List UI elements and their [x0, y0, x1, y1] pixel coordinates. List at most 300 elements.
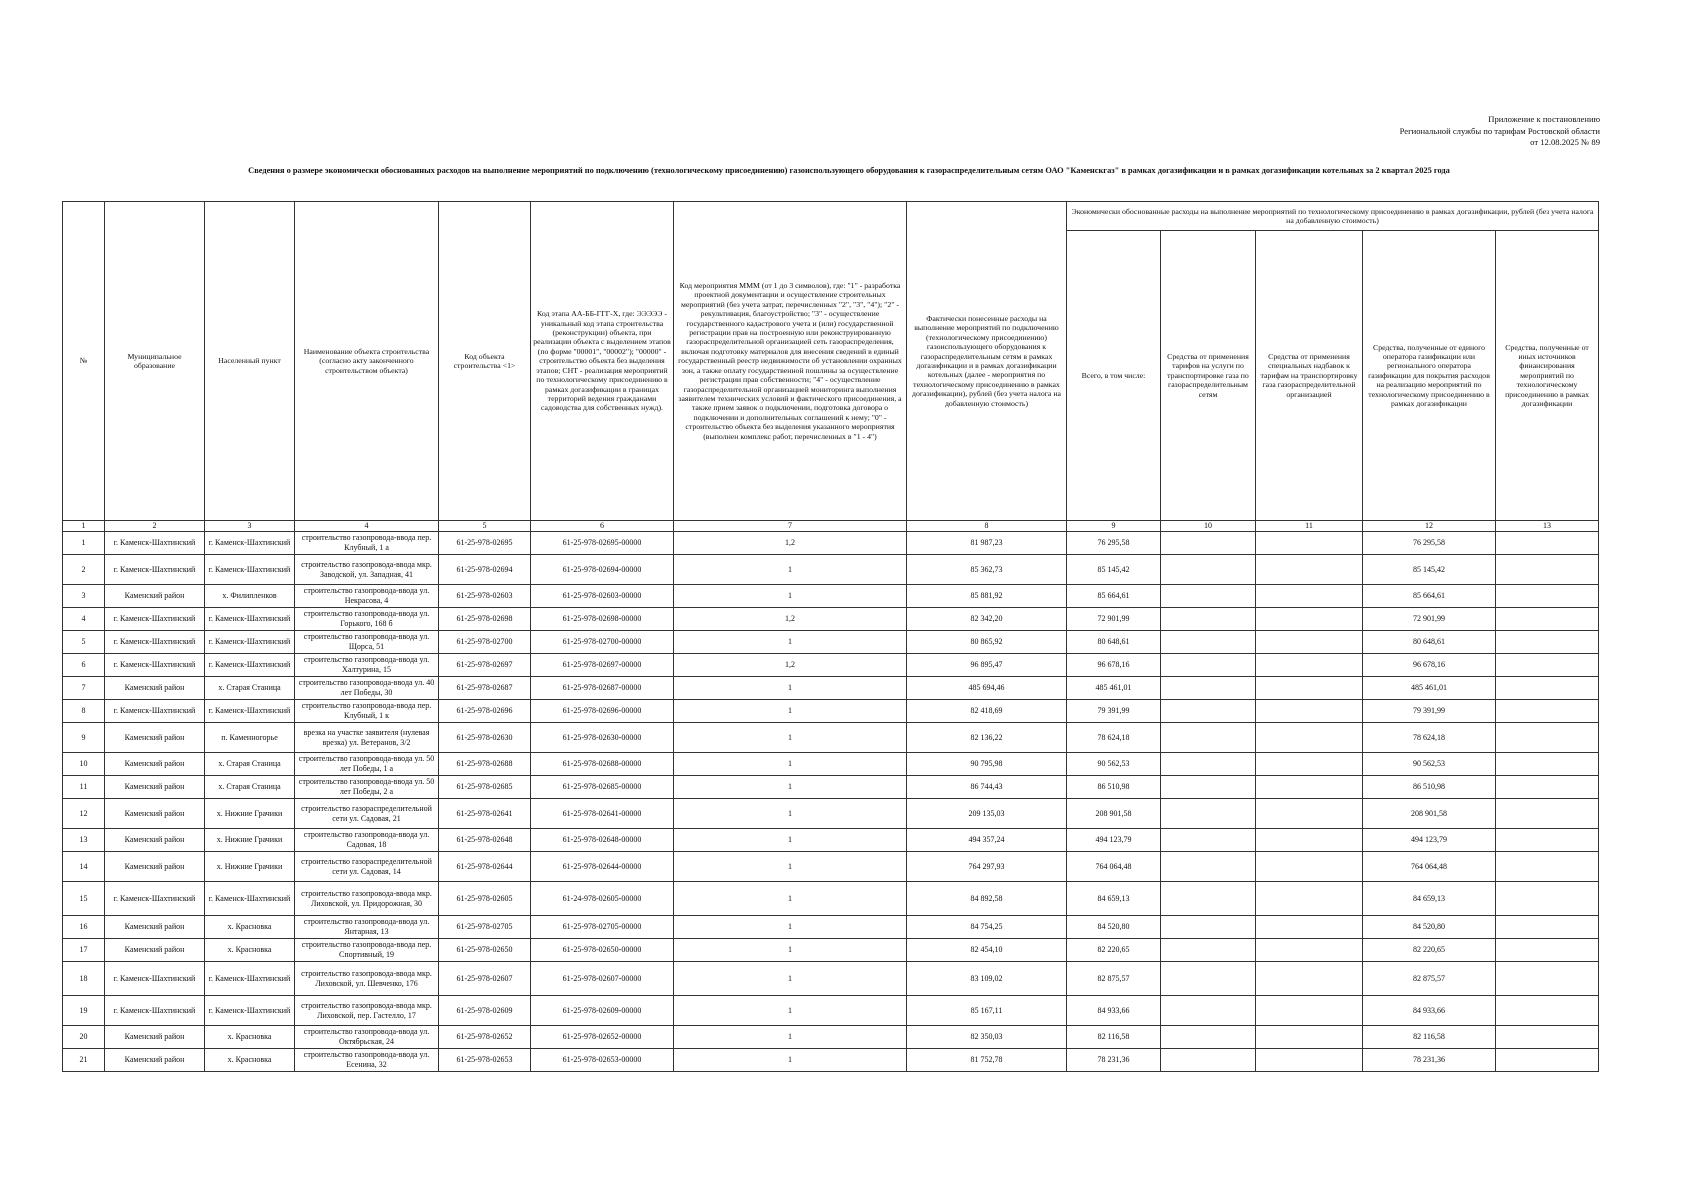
settlement-cell: г. Каменск-Шахтинский	[205, 882, 295, 916]
settlement-cell: х. Филипленков	[205, 585, 295, 608]
object-code-cell: 61-25-978-02609	[439, 996, 531, 1026]
total-cell: 76 295,58	[1067, 532, 1161, 555]
object-code-cell: 61-25-978-02607	[439, 962, 531, 996]
header-col10: Средства от применения тарифов на услуги по транспортировке газа по газораспределительным сетям	[1161, 231, 1256, 521]
actual-costs-cell: 494 357,24	[907, 829, 1067, 852]
table-row	[63, 723, 1599, 753]
tariff-funds-cell	[1161, 939, 1256, 962]
header-col12: Средства, полученные от единого оператора газификации или регионального оператора газификации для покрытия расходов на реализацию мероприятий по технологическому присоединению в рамках догазификации	[1363, 231, 1496, 521]
row-number: 11	[63, 776, 105, 799]
surcharge-funds-cell	[1256, 700, 1363, 723]
object-code-cell: 61-25-978-02685	[439, 776, 531, 799]
stage-code-cell: 61-25-978-02641-00000	[531, 799, 674, 829]
object-code-cell: 61-25-978-02641	[439, 799, 531, 829]
table-row	[63, 585, 1599, 608]
surcharge-funds-cell	[1256, 939, 1363, 962]
header-stage-code: Код этапа АА-ББ-ГГГ-Х, где: ЭЭЭЭЭ - уникальный код этапа строительства (реконструкции) объекта, при реализации объекта с выделением этапов (по форме "00001", "00002"); "00000" - строительство объекта без выделения этапов; СНТ - реализация мероприятий по технологическому присоединению в рамках догазификации в границах территорий ведения гражданами садоводства для собственных нужд).	[531, 202, 674, 521]
total-cell: 84 659,13	[1067, 882, 1161, 916]
tariff-funds-cell	[1161, 1026, 1256, 1049]
row-number: 6	[63, 654, 105, 677]
municipality-cell: Каменский район	[105, 799, 205, 829]
operator-funds-cell: 96 678,16	[1363, 654, 1496, 677]
object-code-cell: 61-25-978-02700	[439, 631, 531, 654]
row-number: 7	[63, 677, 105, 700]
other-funds-cell	[1496, 916, 1599, 939]
actual-costs-cell: 85 362,73	[907, 555, 1067, 585]
appendix-line-2: Региональной службы по тарифам Ростовской области	[1399, 125, 1600, 136]
row-number: 12	[63, 799, 105, 829]
surcharge-funds-cell	[1256, 555, 1363, 585]
operator-funds-cell: 85 664,61	[1363, 585, 1496, 608]
operator-funds-cell: 84 520,80	[1363, 916, 1496, 939]
table-row	[63, 1026, 1599, 1049]
event-code-cell: 1	[674, 799, 907, 829]
event-code-cell: 1	[674, 677, 907, 700]
surcharge-funds-cell	[1256, 608, 1363, 631]
operator-funds-cell: 84 933,66	[1363, 996, 1496, 1026]
other-funds-cell	[1496, 799, 1599, 829]
row-number: 4	[63, 608, 105, 631]
surcharge-funds-cell	[1256, 882, 1363, 916]
table-row	[63, 1049, 1599, 1072]
total-cell: 72 901,99	[1067, 608, 1161, 631]
row-number: 5	[63, 631, 105, 654]
other-funds-cell	[1496, 852, 1599, 882]
tariff-funds-cell	[1161, 608, 1256, 631]
municipality-cell: Каменский район	[105, 1026, 205, 1049]
actual-costs-cell: 764 297,93	[907, 852, 1067, 882]
stage-code-cell: 61-25-978-02603-00000	[531, 585, 674, 608]
table-row	[63, 631, 1599, 654]
object-name-cell: строительство газопровода-ввода ул. Садовая, 18	[295, 829, 439, 852]
table-body	[63, 532, 1599, 1072]
tariff-funds-cell	[1161, 882, 1256, 916]
row-number: 3	[63, 585, 105, 608]
event-code-cell: 1	[674, 700, 907, 723]
municipality-cell: г. Каменск-Шахтинский	[105, 654, 205, 677]
actual-costs-cell: 83 109,02	[907, 962, 1067, 996]
object-code-cell: 61-25-978-02630	[439, 723, 531, 753]
surcharge-funds-cell	[1256, 799, 1363, 829]
object-name-cell: строительство газопровода-ввода ул. 40 лет Победы, 30	[295, 677, 439, 700]
total-cell: 485 461,01	[1067, 677, 1161, 700]
municipality-cell: Каменский район	[105, 916, 205, 939]
operator-funds-cell: 485 461,01	[1363, 677, 1496, 700]
other-funds-cell	[1496, 608, 1599, 631]
event-code-cell: 1	[674, 852, 907, 882]
row-number: 20	[63, 1026, 105, 1049]
object-code-cell: 61-25-978-02652	[439, 1026, 531, 1049]
operator-funds-cell: 85 145,42	[1363, 555, 1496, 585]
settlement-cell: х. Старая Станица	[205, 753, 295, 776]
header-settlement: Населенный пункт	[205, 202, 295, 521]
row-number: 9	[63, 723, 105, 753]
object-name-cell: строительство газопровода-ввода мкр. Лиховской, ул. Придорожная, 30	[295, 882, 439, 916]
actual-costs-cell: 82 454,10	[907, 939, 1067, 962]
operator-funds-cell: 84 659,13	[1363, 882, 1496, 916]
object-code-cell: 61-25-978-02697	[439, 654, 531, 677]
total-cell: 764 064,48	[1067, 852, 1161, 882]
tariff-funds-cell	[1161, 916, 1256, 939]
row-number: 10	[63, 753, 105, 776]
municipality-cell: г. Каменск-Шахтинский	[105, 555, 205, 585]
actual-costs-cell: 82 418,69	[907, 700, 1067, 723]
operator-funds-cell: 90 562,53	[1363, 753, 1496, 776]
table-row	[63, 700, 1599, 723]
event-code-cell: 1	[674, 882, 907, 916]
tariff-funds-cell	[1161, 753, 1256, 776]
event-code-cell: 1,2	[674, 654, 907, 677]
stage-code-cell: 61-25-978-02685-00000	[531, 776, 674, 799]
column-number: 11	[1256, 521, 1363, 532]
stage-code-cell: 61-24-978-02605-00000	[531, 882, 674, 916]
header-object-name: Наименование объекта строительства (согласно акту законченного строительством объекта)	[295, 202, 439, 521]
document-title: Сведения о размере экономически обоснованных расходов на выполнение мероприятий по подключению (технологическому присоединению) газоиспользующего оборудования к газораспределительным сетям ОАО "Каменскгаз" в рамках догазификации и в рамках догазификации котельных за 2 квартал 2025 года	[248, 166, 1450, 175]
actual-costs-cell: 82 350,03	[907, 1026, 1067, 1049]
municipality-cell: Каменский район	[105, 723, 205, 753]
other-funds-cell	[1496, 776, 1599, 799]
tariff-funds-cell	[1161, 555, 1256, 585]
surcharge-funds-cell	[1256, 1026, 1363, 1049]
header-total: Всего, в том числе:	[1067, 231, 1161, 521]
total-cell: 79 391,99	[1067, 700, 1161, 723]
operator-funds-cell: 76 295,58	[1363, 532, 1496, 555]
column-number: 1	[63, 521, 105, 532]
operator-funds-cell: 82 220,65	[1363, 939, 1496, 962]
municipality-cell: г. Каменск-Шахтинский	[105, 608, 205, 631]
event-code-cell: 1	[674, 753, 907, 776]
object-name-cell: строительство газопровода-ввода ул. 50 лет Победы, 2 а	[295, 776, 439, 799]
row-number: 14	[63, 852, 105, 882]
other-funds-cell	[1496, 700, 1599, 723]
operator-funds-cell: 79 391,99	[1363, 700, 1496, 723]
object-name-cell: строительство газораспределительной сети ул. Садовая, 14	[295, 852, 439, 882]
actual-costs-cell: 96 895,47	[907, 654, 1067, 677]
event-code-cell: 1	[674, 723, 907, 753]
object-code-cell: 61-25-978-02694	[439, 555, 531, 585]
object-name-cell: врезка на участке заявителя (нулевая врезка) ул. Ветеранов, 3/2	[295, 723, 439, 753]
settlement-cell: п. Каменногорье	[205, 723, 295, 753]
object-name-cell: строительство газопровода-ввода мкр. Лиховской, ул. Шевченко, 176	[295, 962, 439, 996]
table-row	[63, 882, 1599, 916]
other-funds-cell	[1496, 829, 1599, 852]
object-code-cell: 61-25-978-02688	[439, 753, 531, 776]
municipality-cell: г. Каменск-Шахтинский	[105, 882, 205, 916]
column-number: 6	[531, 521, 674, 532]
surcharge-funds-cell	[1256, 829, 1363, 852]
event-code-cell: 1	[674, 939, 907, 962]
total-cell: 78 231,36	[1067, 1049, 1161, 1072]
object-code-cell: 61-25-978-02687	[439, 677, 531, 700]
table-row	[63, 829, 1599, 852]
column-numbers-row	[63, 521, 1599, 532]
tariff-funds-cell	[1161, 799, 1256, 829]
event-code-cell: 1	[674, 916, 907, 939]
tariff-funds-cell	[1161, 829, 1256, 852]
municipality-cell: Каменский район	[105, 753, 205, 776]
object-name-cell: строительство газораспределительной сети ул. Садовая, 21	[295, 799, 439, 829]
object-name-cell: строительство газопровода-ввода ул. Некрасова, 4	[295, 585, 439, 608]
object-name-cell: строительство газопровода-ввода пер. Клубный, 1 к	[295, 700, 439, 723]
event-code-cell: 1,2	[674, 608, 907, 631]
object-name-cell: строительство газопровода-ввода пер. Спортивный, 19	[295, 939, 439, 962]
stage-code-cell: 61-25-978-02694-00000	[531, 555, 674, 585]
tariff-funds-cell	[1161, 585, 1256, 608]
object-name-cell: строительство газопровода-ввода мкр. Заводской, ул. Западная, 41	[295, 555, 439, 585]
settlement-cell: г. Каменск-Шахтинский	[205, 962, 295, 996]
table-row	[63, 939, 1599, 962]
actual-costs-cell: 82 342,20	[907, 608, 1067, 631]
surcharge-funds-cell	[1256, 585, 1363, 608]
tariff-funds-cell	[1161, 996, 1256, 1026]
operator-funds-cell: 82 116,58	[1363, 1026, 1496, 1049]
total-cell: 85 664,61	[1067, 585, 1161, 608]
municipality-cell: Каменский район	[105, 585, 205, 608]
object-code-cell: 61-25-978-02603	[439, 585, 531, 608]
surcharge-funds-cell	[1256, 723, 1363, 753]
object-code-cell: 61-25-978-02698	[439, 608, 531, 631]
stage-code-cell: 61-25-978-02687-00000	[531, 677, 674, 700]
stage-code-cell: 61-25-978-02688-00000	[531, 753, 674, 776]
other-funds-cell	[1496, 753, 1599, 776]
settlement-cell: г. Каменск-Шахтинский	[205, 654, 295, 677]
object-code-cell: 61-25-978-02650	[439, 939, 531, 962]
column-number: 10	[1161, 521, 1256, 532]
other-funds-cell	[1496, 1026, 1599, 1049]
operator-funds-cell: 80 648,61	[1363, 631, 1496, 654]
column-number: 2	[105, 521, 205, 532]
table-row	[63, 916, 1599, 939]
stage-code-cell: 61-25-978-02644-00000	[531, 852, 674, 882]
object-code-cell: 61-25-978-02705	[439, 916, 531, 939]
table-row	[63, 555, 1599, 585]
table-row	[63, 962, 1599, 996]
header-object-code: Код объекта строительства <1>	[439, 202, 531, 521]
object-name-cell: строительство газопровода-ввода ул. Горького, 168 б	[295, 608, 439, 631]
column-number: 12	[1363, 521, 1496, 532]
actual-costs-cell: 86 744,43	[907, 776, 1067, 799]
settlement-cell: г. Каменск-Шахтинский	[205, 608, 295, 631]
event-code-cell: 1,2	[674, 532, 907, 555]
header-group-justified-costs: Экономически обоснованные расходы на выполнение мероприятий по технологическому присоединению в рамках догазификации, рублей (без учета налога на добавленную стоимость)	[1067, 202, 1599, 231]
tariff-funds-cell	[1161, 677, 1256, 700]
stage-code-cell: 61-25-978-02648-00000	[531, 829, 674, 852]
other-funds-cell	[1496, 882, 1599, 916]
object-name-cell: строительство газопровода-ввода пер. Клубный, 1 а	[295, 532, 439, 555]
appendix-line-3: от 12.08.2025 № 89	[1530, 137, 1600, 147]
row-number: 18	[63, 962, 105, 996]
other-funds-cell	[1496, 532, 1599, 555]
total-cell: 494 123,79	[1067, 829, 1161, 852]
settlement-cell: г. Каменск-Шахтинский	[205, 631, 295, 654]
total-cell: 208 901,58	[1067, 799, 1161, 829]
object-name-cell: строительство газопровода-ввода ул. Есенина, 32	[295, 1049, 439, 1072]
event-code-cell: 1	[674, 776, 907, 799]
row-number: 16	[63, 916, 105, 939]
object-code-cell: 61-25-978-02653	[439, 1049, 531, 1072]
table-row	[63, 776, 1599, 799]
object-name-cell: строительство газопровода-ввода ул. Янтарная, 13	[295, 916, 439, 939]
total-cell: 84 520,80	[1067, 916, 1161, 939]
stage-code-cell: 61-25-978-02607-00000	[531, 962, 674, 996]
column-number: 9	[1067, 521, 1161, 532]
object-code-cell: 61-25-978-02696	[439, 700, 531, 723]
object-code-cell: 61-25-978-02605	[439, 882, 531, 916]
row-number: 21	[63, 1049, 105, 1072]
event-code-cell: 1	[674, 1049, 907, 1072]
stage-code-cell: 61-25-978-02696-00000	[531, 700, 674, 723]
municipality-cell: Каменский район	[105, 776, 205, 799]
actual-costs-cell: 84 754,25	[907, 916, 1067, 939]
actual-costs-cell: 81 987,23	[907, 532, 1067, 555]
column-number: 7	[674, 521, 907, 532]
actual-costs-cell: 485 694,46	[907, 677, 1067, 700]
appendix-line-1: Приложение к постановлению	[1488, 114, 1600, 124]
municipality-cell: Каменский район	[105, 677, 205, 700]
operator-funds-cell: 82 875,57	[1363, 962, 1496, 996]
operator-funds-cell: 78 624,18	[1363, 723, 1496, 753]
settlement-cell: г. Каменск-Шахтинский	[205, 555, 295, 585]
surcharge-funds-cell	[1256, 631, 1363, 654]
object-name-cell: строительство газопровода-ввода ул. 50 лет Победы, 1 а	[295, 753, 439, 776]
other-funds-cell	[1496, 996, 1599, 1026]
actual-costs-cell: 90 795,98	[907, 753, 1067, 776]
total-cell: 82 875,57	[1067, 962, 1161, 996]
column-number: 3	[205, 521, 295, 532]
operator-funds-cell: 86 510,98	[1363, 776, 1496, 799]
settlement-cell: х. Старая Станица	[205, 677, 295, 700]
operator-funds-cell: 208 901,58	[1363, 799, 1496, 829]
column-number: 5	[439, 521, 531, 532]
surcharge-funds-cell	[1256, 916, 1363, 939]
object-name-cell: строительство газопровода-ввода ул. Щорса, 51	[295, 631, 439, 654]
other-funds-cell	[1496, 939, 1599, 962]
object-code-cell: 61-25-978-02648	[439, 829, 531, 852]
settlement-cell: х. Старая Станица	[205, 776, 295, 799]
municipality-cell: г. Каменск-Шахтинский	[105, 962, 205, 996]
surcharge-funds-cell	[1256, 677, 1363, 700]
other-funds-cell	[1496, 723, 1599, 753]
municipality-cell: г. Каменск-Шахтинский	[105, 700, 205, 723]
header-event-code: Код мероприятия ММM (от 1 до 3 символов), где: "1" - разработка проектной документации и осуществление строительных мероприятий (без учета затрат, перечисленных "2", "3", "4"); "2" - рекультивация, благоустройство; "3" - осуществление государственного кадастрового учета и (или) государственной регистрации прав на построенную или реконструированную газораспределительной организацией сеть газораспределения, включая подготовку материалов для внесения сведений в единый государственный реестр недвижимости об установлении охранных зон, а также оплату государственной пошлины за осуществление регистрации прав собственности; "4" - осуществление газораспределительной организацией мониторинга выполнения заявителем технических условий и фактического присоединения, а также прием заявок о подключении, подготовка договора о подключении и дополнительных соглашений к нему; "0" - строительство объекта без выделения указанного мероприятия (выполнен комплекс работ, перечисленных в "1 - 4")	[674, 202, 907, 521]
other-funds-cell	[1496, 555, 1599, 585]
object-code-cell: 61-25-978-02695	[439, 532, 531, 555]
object-name-cell: строительство газопровода-ввода ул. Октябрьская, 24	[295, 1026, 439, 1049]
table-row	[63, 677, 1599, 700]
municipality-cell: Каменский район	[105, 852, 205, 882]
total-cell: 84 933,66	[1067, 996, 1161, 1026]
total-cell: 82 116,58	[1067, 1026, 1161, 1049]
other-funds-cell	[1496, 677, 1599, 700]
stage-code-cell: 61-25-978-02697-00000	[531, 654, 674, 677]
tariff-funds-cell	[1161, 532, 1256, 555]
costs-table	[62, 201, 1599, 1072]
settlement-cell: г. Каменск-Шахтинский	[205, 532, 295, 555]
header-actual-costs: Фактически понесенные расходы на выполнение мероприятий по подключению (технологическому присоединению) газоиспользующего оборудования к газораспределительным сетям в рамках догазификации и в рамках догазификации котельных (далее - мероприятия по технологическому присоединению в рамках догазификации), рублей (без учета налога на добавленную стоимость)	[907, 202, 1067, 521]
table-row	[63, 852, 1599, 882]
tariff-funds-cell	[1161, 776, 1256, 799]
operator-funds-cell: 78 231,36	[1363, 1049, 1496, 1072]
other-funds-cell	[1496, 962, 1599, 996]
event-code-cell: 1	[674, 555, 907, 585]
header-num: №	[63, 202, 105, 521]
surcharge-funds-cell	[1256, 753, 1363, 776]
surcharge-funds-cell	[1256, 962, 1363, 996]
stage-code-cell: 61-25-978-02698-00000	[531, 608, 674, 631]
total-cell: 78 624,18	[1067, 723, 1161, 753]
tariff-funds-cell	[1161, 962, 1256, 996]
row-number: 13	[63, 829, 105, 852]
event-code-cell: 1	[674, 631, 907, 654]
table-row	[63, 654, 1599, 677]
surcharge-funds-cell	[1256, 852, 1363, 882]
surcharge-funds-cell	[1256, 1049, 1363, 1072]
municipality-cell: Каменский район	[105, 939, 205, 962]
tariff-funds-cell	[1161, 1049, 1256, 1072]
stage-code-cell: 61-25-978-02609-00000	[531, 996, 674, 1026]
tariff-funds-cell	[1161, 631, 1256, 654]
tariff-funds-cell	[1161, 723, 1256, 753]
column-number: 4	[295, 521, 439, 532]
row-number: 15	[63, 882, 105, 916]
actual-costs-cell: 85 881,92	[907, 585, 1067, 608]
column-number: 8	[907, 521, 1067, 532]
row-number: 17	[63, 939, 105, 962]
stage-code-cell: 61-25-978-02653-00000	[531, 1049, 674, 1072]
settlement-cell: х. Красновка	[205, 1026, 295, 1049]
other-funds-cell	[1496, 654, 1599, 677]
municipality-cell: г. Каменск-Шахтинский	[105, 996, 205, 1026]
settlement-cell: х. Нижние Грачики	[205, 852, 295, 882]
object-code-cell: 61-25-978-02644	[439, 852, 531, 882]
tariff-funds-cell	[1161, 654, 1256, 677]
tariff-funds-cell	[1161, 852, 1256, 882]
surcharge-funds-cell	[1256, 532, 1363, 555]
actual-costs-cell: 82 136,22	[907, 723, 1067, 753]
total-cell: 86 510,98	[1067, 776, 1161, 799]
operator-funds-cell: 764 064,48	[1363, 852, 1496, 882]
row-number: 19	[63, 996, 105, 1026]
table-row	[63, 608, 1599, 631]
total-cell: 80 648,61	[1067, 631, 1161, 654]
operator-funds-cell: 494 123,79	[1363, 829, 1496, 852]
surcharge-funds-cell	[1256, 654, 1363, 677]
stage-code-cell: 61-25-978-02695-00000	[531, 532, 674, 555]
operator-funds-cell: 72 901,99	[1363, 608, 1496, 631]
total-cell: 90 562,53	[1067, 753, 1161, 776]
stage-code-cell: 61-25-978-02650-00000	[531, 939, 674, 962]
actual-costs-cell: 84 892,58	[907, 882, 1067, 916]
actual-costs-cell: 80 865,92	[907, 631, 1067, 654]
column-number: 13	[1496, 521, 1599, 532]
stage-code-cell: 61-25-978-02652-00000	[531, 1026, 674, 1049]
settlement-cell: х. Красновка	[205, 939, 295, 962]
surcharge-funds-cell	[1256, 996, 1363, 1026]
table-row	[63, 996, 1599, 1026]
row-number: 2	[63, 555, 105, 585]
other-funds-cell	[1496, 1049, 1599, 1072]
header-col11: Средства от применения специальных надбавок к тарифам на транспортировку газа газораспределительной организацией	[1256, 231, 1363, 521]
stage-code-cell: 61-25-978-02630-00000	[531, 723, 674, 753]
total-cell: 82 220,65	[1067, 939, 1161, 962]
settlement-cell: х. Красновка	[205, 916, 295, 939]
municipality-cell: Каменский район	[105, 1049, 205, 1072]
settlement-cell: х. Нижние Грачики	[205, 829, 295, 852]
row-number: 1	[63, 532, 105, 555]
municipality-cell: г. Каменск-Шахтинский	[105, 631, 205, 654]
event-code-cell: 1	[674, 829, 907, 852]
total-cell: 96 678,16	[1067, 654, 1161, 677]
